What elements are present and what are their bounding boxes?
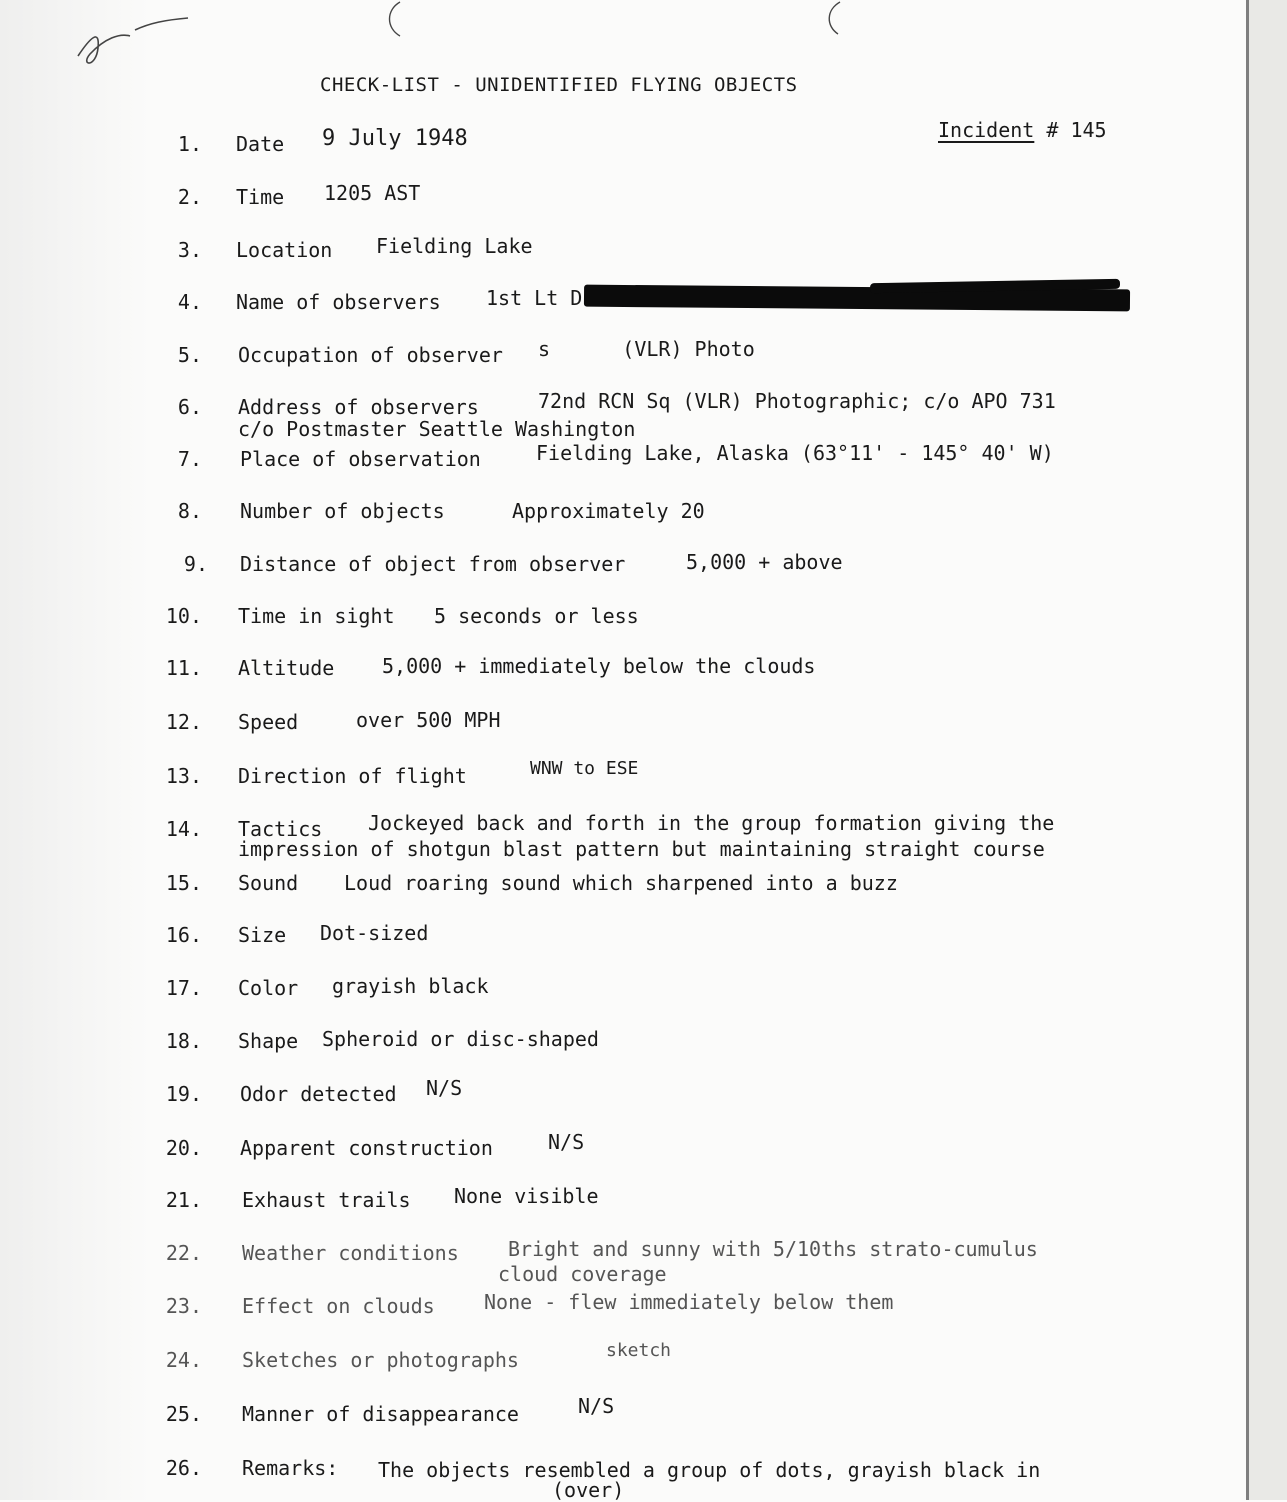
item-value: Dot-sized [320, 921, 429, 945]
item-label: Odor detected [240, 1082, 397, 1106]
item-number: 15. [165, 871, 202, 895]
item-value: N/S [426, 1076, 463, 1100]
item-value: WNW to ESE [530, 758, 639, 779]
item-number: 11. [165, 656, 202, 680]
incident-number [938, 118, 1107, 142]
item-number: 21. [165, 1188, 202, 1212]
scan-shadow [0, 0, 150, 1500]
item-label: Place of observation [240, 447, 481, 471]
item-label: Sound [238, 871, 299, 895]
item-number: 20. [165, 1136, 202, 1160]
item-number: 23. [165, 1294, 202, 1318]
item-continuation: impression of shotgun blast pattern but maintaining straight course [238, 837, 1045, 861]
document-title: CHECK-LIST - UNIDENTIFIED FLYING OBJECTS [320, 74, 798, 96]
item-value: Approximately 20 [512, 499, 705, 523]
item-label: Distance of object from observer [240, 552, 626, 576]
item-label: Sketches or photographs [242, 1348, 519, 1372]
item-number: 26. [165, 1456, 202, 1480]
item-label: Weather conditions [242, 1241, 459, 1265]
item-number: 10. [165, 604, 202, 628]
item-value: The objects resembled a group of dots, grayish black in [378, 1458, 1041, 1482]
item-label: Location [236, 238, 333, 262]
incident-label: Incident [938, 118, 1035, 142]
item-value: Spheroid or disc-shaped [322, 1027, 599, 1051]
item-number: 12. [165, 710, 202, 734]
item-number: 4. [177, 290, 202, 314]
item-value: grayish black [332, 974, 489, 998]
item-value: N/S [548, 1130, 585, 1154]
item-value: Jockeyed back and forth in the group formation giving the [368, 811, 1055, 835]
item-label: Time [236, 185, 285, 209]
item-label: Date [236, 132, 285, 156]
item-label: Speed [238, 710, 299, 734]
item-number: 5. [177, 343, 202, 367]
item-number: 16. [165, 923, 202, 947]
item-value: Fielding Lake, Alaska (63°11' - 145° 40' W) [536, 441, 1054, 465]
item-label: Number of objects [240, 499, 445, 523]
item-value: 5 seconds or less [434, 604, 639, 628]
page-over-note: (over) [552, 1478, 625, 1502]
item-label: Exhaust trails [242, 1188, 411, 1212]
item-number: 25. [165, 1402, 202, 1426]
item-number: 22. [165, 1241, 202, 1265]
item-number: 17. [165, 976, 202, 1000]
item-continuation: cloud coverage [498, 1262, 667, 1286]
item-number: 13. [165, 764, 202, 788]
item-value: Bright and sunny with 5/10ths strato-cumulus [508, 1237, 1038, 1261]
item-label: Color [238, 976, 299, 1000]
item-value: 1st Lt D [486, 286, 583, 310]
item-label: Time in sight [238, 604, 395, 628]
item-value: 5,000 + above [686, 550, 843, 574]
item-number: 24. [165, 1348, 202, 1372]
item-label: Occupation of observer [238, 343, 503, 367]
item-label: Manner of disappearance [242, 1402, 519, 1426]
item-value: s (VLR) Photo [538, 337, 755, 361]
item-label: Apparent construction [240, 1136, 493, 1160]
item-number: 1. [177, 132, 202, 156]
item-value: Loud roaring sound which sharpened into a buzz [344, 871, 898, 895]
handwritten-scribble-icon [60, 8, 200, 68]
item-value: 9 July 1948 [322, 126, 468, 151]
item-number: 14. [165, 817, 202, 841]
item-label: Shape [238, 1029, 299, 1053]
item-number: 6. [177, 395, 202, 419]
item-value: sketch [606, 1340, 672, 1361]
incident-value: # 145 [1046, 118, 1107, 142]
item-label: Address of observers [238, 395, 479, 419]
item-number: 19. [165, 1082, 202, 1106]
item-number: 2. [177, 185, 202, 209]
item-label: Remarks: [242, 1456, 339, 1480]
item-value: 1205 AST [324, 181, 421, 205]
item-value: None visible [454, 1184, 599, 1208]
item-label: Direction of flight [238, 764, 467, 788]
page-edge-line [1246, 0, 1249, 1500]
item-value: 5,000 + immediately below the clouds [382, 654, 816, 678]
item-value: N/S [578, 1394, 615, 1418]
item-label: Tactics [238, 817, 323, 841]
item-continuation: c/o Postmaster Seattle Washington [238, 417, 636, 441]
item-number: 18. [165, 1029, 202, 1053]
item-number: 3. [177, 238, 202, 262]
item-value: over 500 MPH [356, 708, 501, 732]
punch-hole-mark-icon [818, 0, 848, 40]
item-number: 9. [183, 552, 208, 576]
item-value: None - flew immediately below them [484, 1290, 894, 1314]
page-margin-shadow [1249, 0, 1287, 1500]
punch-hole-mark-icon [378, 0, 408, 40]
item-label: Altitude [238, 656, 335, 680]
item-value: 72nd RCN Sq (VLR) Photographic; c/o APO 731 [538, 389, 1056, 413]
item-label: Effect on clouds [242, 1294, 435, 1318]
item-number: 8. [177, 499, 202, 523]
item-label: Size [238, 923, 287, 947]
item-value: Fielding Lake [376, 234, 533, 258]
item-label: Name of observers [236, 290, 441, 314]
item-number: 7. [177, 447, 202, 471]
